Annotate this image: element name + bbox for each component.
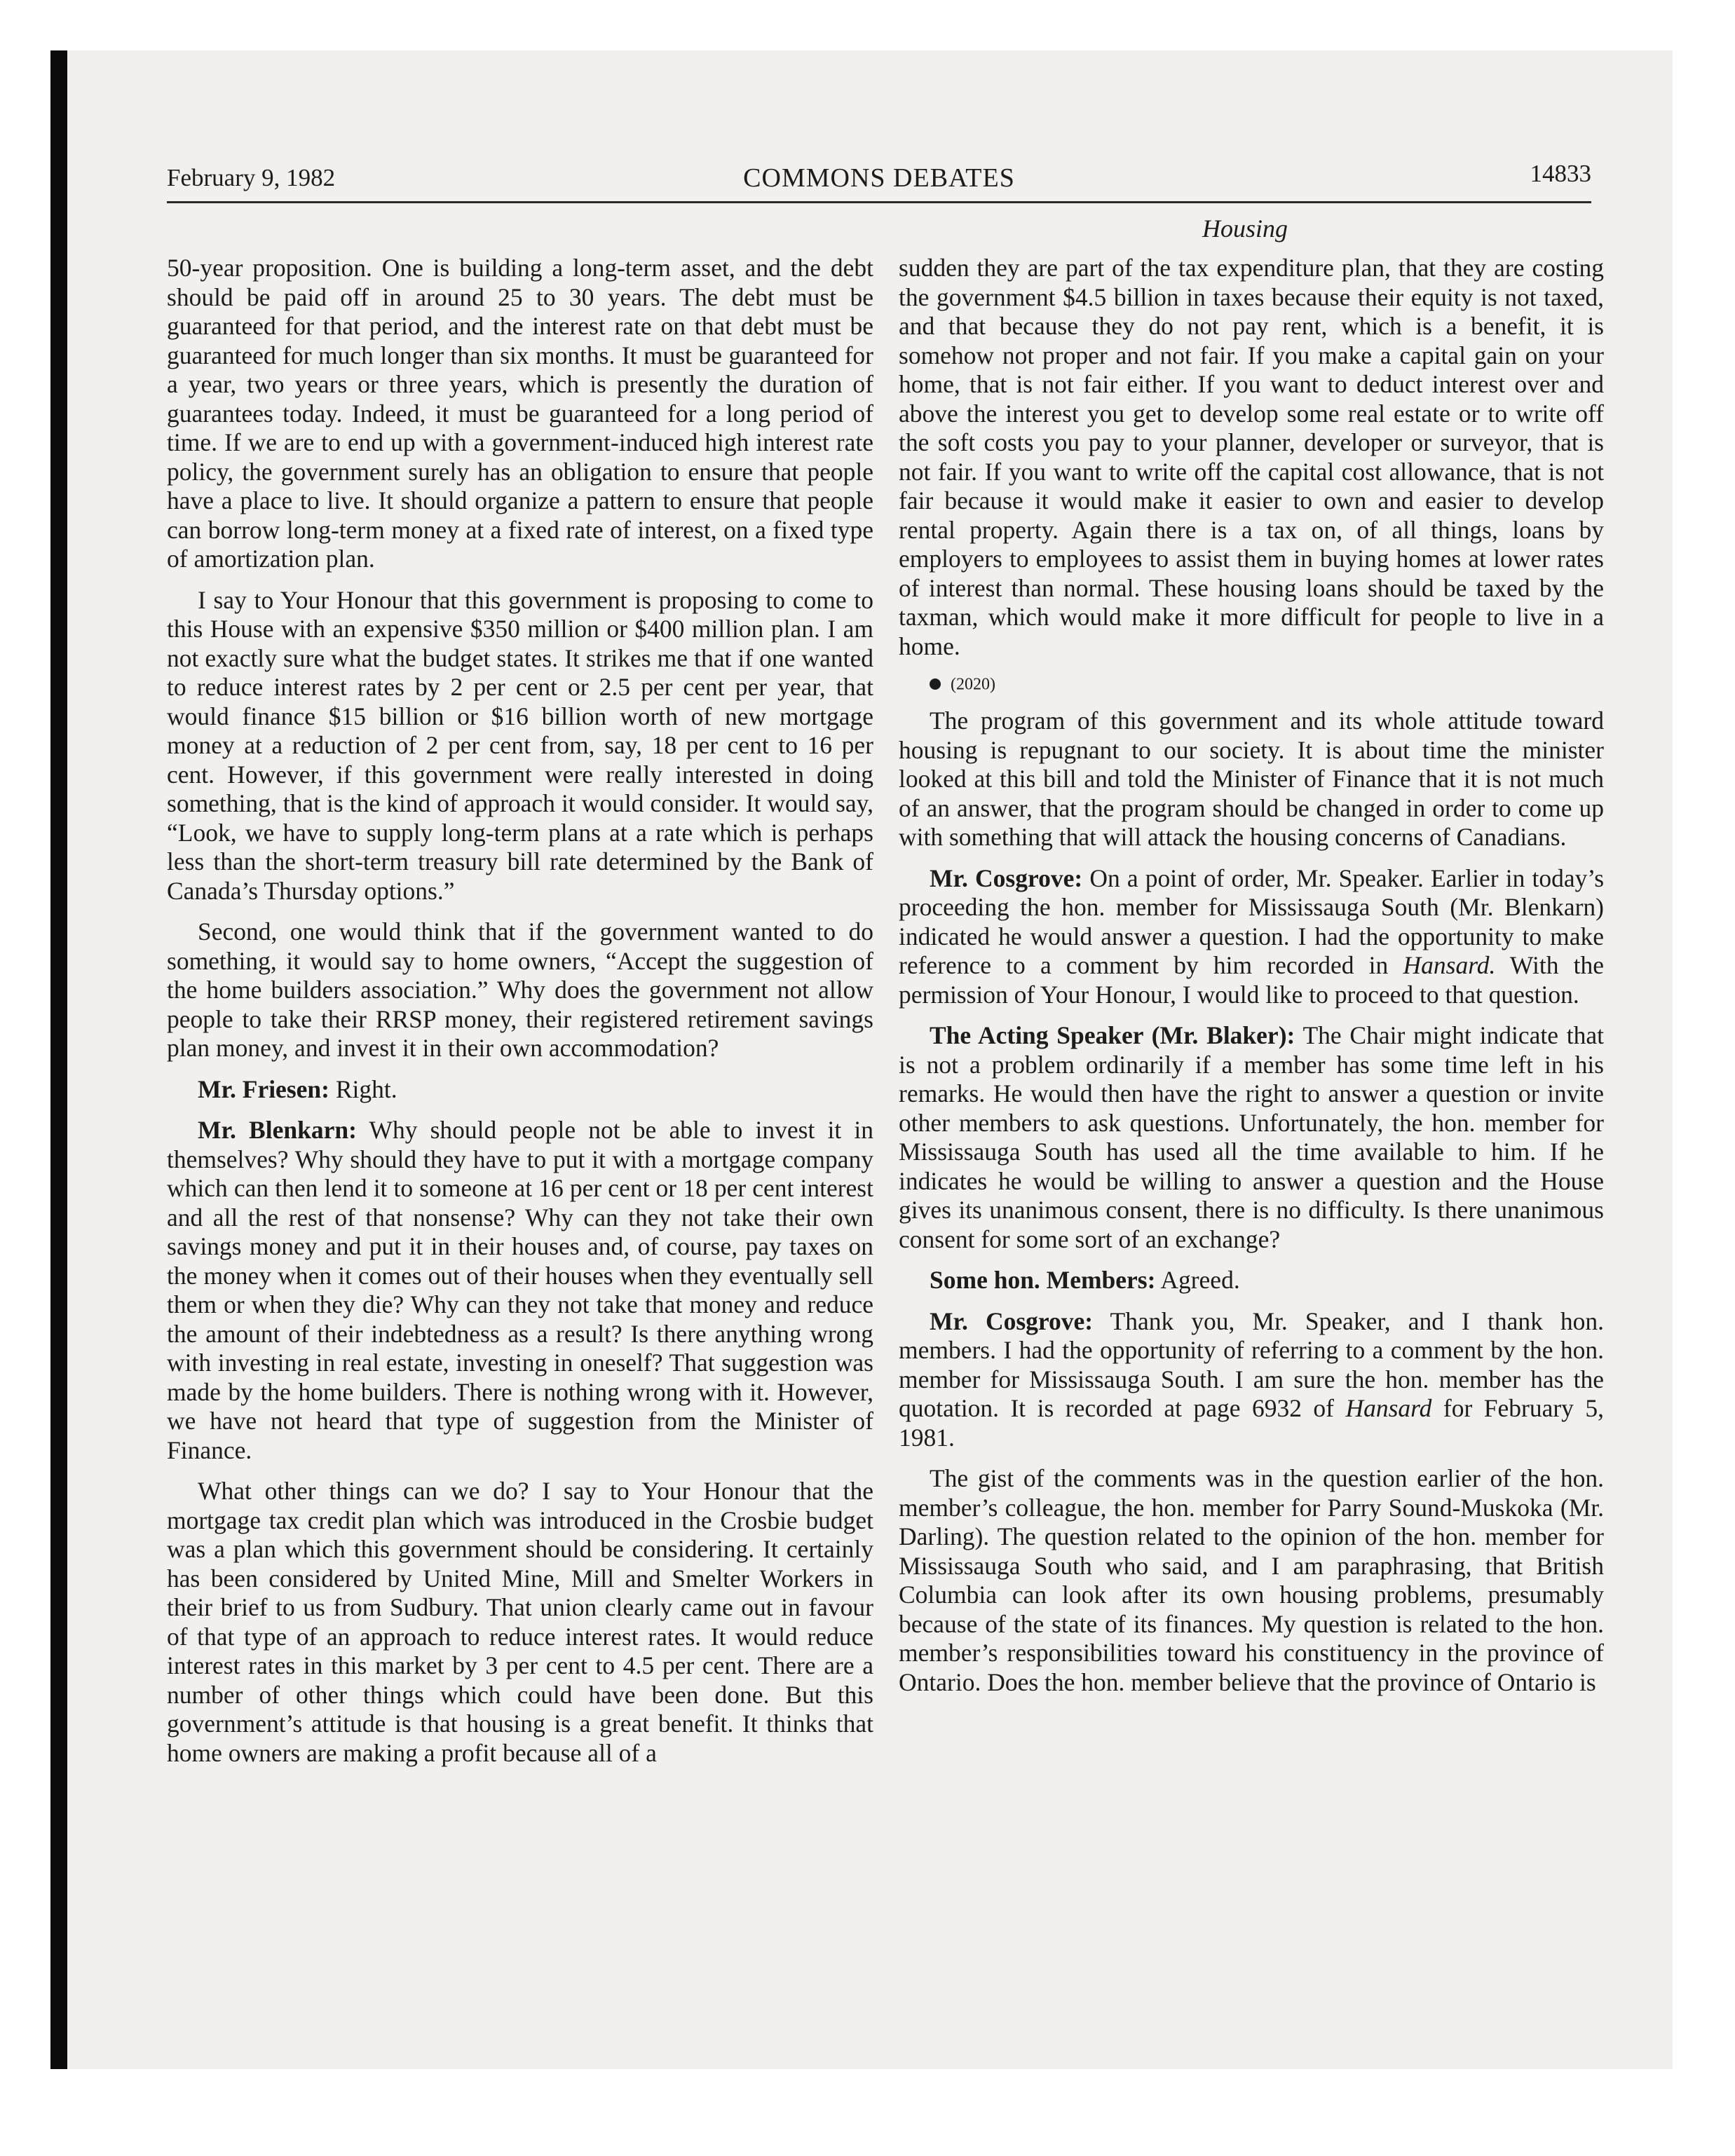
scan-edge [50,50,67,2069]
remark-text: On a point of order, Mr. Speaker. Earlier in today’s proceeding the hon. member for Mississauga South (Mr. Blenkarn) indicated he would answer a question. I had the opportunity to make reference to a comment by him recorded in [899,864,1605,980]
hansard-reference: Hansard [1345,1394,1432,1423]
hansard-reference: Hansard. [1403,951,1496,980]
remark-text: for February 5, 1981. [899,1394,1605,1452]
right-column [899,254,1604,1709]
left-paragraph-4: What other things can we do? I say to Your Honour that the mortgage tax credit plan which was introduced in the Crosbie budget was a plan which this government should be considering. It certainly has been considered by United Mine, Mill and Smelter Workers in their brief to us from Sudbury. That union clearly came out in favour of that type of an approach to reduce interest rates. It would reduce interest rates in this market by 3 per cent to 4.5 per cent. There are a number of other things which could have been done. But this government’s attitude is that housing is a great benefit. It thinks that home owners are making a profit because all of a [167,1477,873,1767]
header-rule [167,201,1591,203]
remark-text: Agreed. [1160,1266,1240,1295]
page-header [167,160,1591,202]
time-code: (2020) [951,675,995,694]
friesen-remark [167,1075,873,1105]
speaker-name: Mr. Friesen: [198,1074,329,1103]
left-paragraph-3: Second, one would think that if the government wanted to do something, it would say to home owners, “Accept the suggestion of the home builders association.” Why does the government not allow people to take their RRSP money, their registered retirement savings plan money, and invest it in their own accommodation? [167,917,873,1062]
speaker-name: Mr. Cosgrove: [930,1306,1094,1335]
speaker-name: The Acting Speaker (Mr. Blaker): [930,1021,1295,1050]
left-paragraph-1: 50-year proposition. One is building a long-term asset, and the debt should be paid off in around 25 to 30 years. The debt must be guaranteed for that period, and the interest rate on that debt must be guaranteed for much longer than six months. It must be guaranteed for a year, two years or three years, which is presently the duration of guarantees today. Indeed, it must be guaranteed for a long period of time. If we are to end up with a government-induced high interest rate policy, the government surely has an obligation to ensure that people have a place to live. It should organize a pattern to ensure that people can borrow long-term money at a fixed rate of interest, on a fixed type of amortization plan. [167,254,873,573]
header-date: February 9, 1982 [167,164,336,191]
speaker-name: Mr. Blenkarn: [198,1116,357,1144]
right-paragraph-1: sudden they are part of the tax expenditure plan, that they are costing the government $4.5 billion in taxes because their equity is not taxed, and that because they do not pay rent, which is a benefit, it is somehow not proper and not fair. If you make a capital gain on your home, that is not fair either. If you want to deduct interest over and above the interest you get to develop some real estate or to write off the soft costs you pay to your planner, developer or surveyor, that is not fair. If you want to write off the capital cost allowance, that is not fair because it would make it easier to own and easier to develop rental property. Again there is a tax on, of all things, loans by employers to employees to assist them in buying homes at lower rates of interest than normal. These housing loans should be taxed by the taxman, which would make it more difficult for people to live in a home. [899,254,1604,660]
remark-text: Thank you, Mr. Speaker, and I thank hon. members. I had the opportunity of referring to a comment by the hon. member for Mississauga South. I am sure the hon. member has the quotation. It is recorded at page 6932 of [899,1306,1605,1423]
members-remark [899,1266,1604,1295]
remark-text: Right. [335,1074,397,1103]
cosgrove-remark-1 [899,864,1604,1010]
left-column [167,254,873,1780]
right-paragraph-3: The gist of the comments was in the question earlier of the hon. member’s colleague, the hon. member for Parry Sound-Muskoka (Mr. Darling). The question related to the opinion of the hon. member for Mississauga South who said, and I am paraphrasing, that British Columbia can look after its own housing problems, presumably because of the state of its finances. My question is related to the hon. member’s responsibilities toward his constituency in the province of Ontario. Does the hon. member believe that the province of Ontario is [899,1464,1604,1696]
header-page-number: 14833 [1530,160,1591,187]
remark-text: With the permission of Your Honour, I would like to proceed to that question. [899,951,1605,1009]
speaker-name: Some hon. Members: [930,1266,1156,1295]
remark-text: Why should people not be able to invest it in themselves? Why should they have to put it with a mortgage company which can then lend it to someone at 16 per cent or 18 per cent interest and all the rest of that nonsense? Why can they not take their own savings money and put it in their houses and, of course, pay taxes on the money when it comes out of their houses when they eventually sell them or when they die? Why can they not take that money and reduce the amount of their indebtedness as a result? Is there anything wrong with investing in real estate, investing in oneself? That suggestion was made by the home builders. There is nothing wrong with it. However, we have not heard that type of suggestion from the Minister of Finance. [167,1116,873,1464]
remark-text: The Chair might indicate that is not a problem ordinarily if a member has some time left in his remarks. He would then have the right to answer a question or invite other members to ask questions. Unfortunately, the hon. member for Mississauga South has used all the time available to him. If he indicates he would be willing to answer a question and the House gives its unanimous consent, there is no difficulty. Is there unanimous consent for some sort of an exchange? [899,1021,1605,1253]
acting-speaker-remark [899,1021,1604,1254]
time-marker [899,673,1604,695]
section-title: Housing [1202,214,1288,243]
header-journal: COMMONS DEBATES [743,163,1015,193]
right-paragraph-2: The program of this government and its whole attitude toward housing is repugnant to our society. It is about time the minister looked at this bill and told the Minister of Finance that it is not much of an answer, that the program should be changed in order to come up with something that will attack the housing concerns of Canadians. [899,707,1604,852]
cosgrove-remark-2 [899,1307,1604,1453]
blenkarn-remark [167,1116,873,1465]
bullet-icon [930,678,941,690]
speaker-name: Mr. Cosgrove: [930,864,1083,892]
left-paragraph-2: I say to Your Honour that this government is proposing to come to this House with an expensive $350 million or $400 million plan. I am not exactly sure what the budget states. It strikes me that if one wanted to reduce interest rates by 2 per cent or 2.5 per cent per year, that would finance $15 billion or $16 billion worth of new mortgage money at a reduction of 2 per cent from, say, 18 per cent to 16 per cent. However, if this government were really interested in doing something, that is the kind of approach it would consider. It would say, “Look, we have to supply long-term plans at a rate which is perhaps less than the short-term treasury bill rate determined by the Bank of Canada’s Thursday options.” [167,585,873,905]
